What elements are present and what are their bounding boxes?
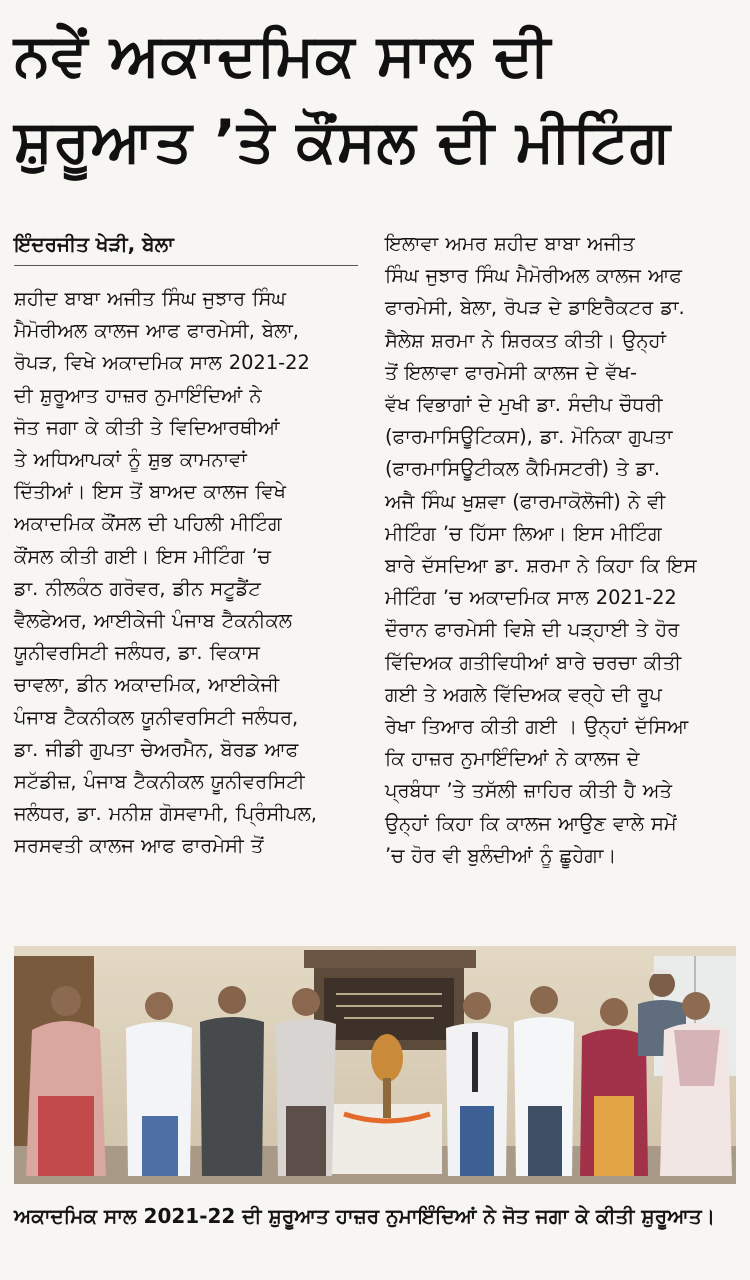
text-line: (ਫਾਰਮਾਸਿਊਟਿਕਸ), ਡਾ. ਮੋਨਿਕਾ ਗੁਪਤਾ	[385, 425, 673, 449]
text-line: ਵਿੱਦਿਅਕ ਗਤੀਵਿਧੀਆਂ ਬਾਰੇ ਚਰਚਾ ਕੀਤੀ	[385, 650, 682, 674]
text-line: ਕੌਂਸਲ ਕੀਤੀ ਗਈ। ਇਸ ਮੀਟਿੰਗ ’ਚ	[14, 544, 271, 568]
headline	[14, 12, 736, 184]
text-line: ਇਲਾਵਾ ਅਮਰ ਸ਼ਹੀਦ ਬਾਬਾ ਅਜੀਤ	[385, 232, 635, 255]
text-line: ਤੋਂ ਇਲਾਵਾ ਫਾਰਮੇਸੀ ਕਾਲਜ ਦੇ ਵੱਖ-	[385, 360, 637, 384]
text-line: ਵੈਲਫੇਅਰ, ਆਈਕੇਜੀ ਪੰਜਾਬ ਟੈਕਨੀਕਲ	[14, 609, 292, 633]
headline-line-1: ਨਵੇਂ ਅਕਾਦਮਿਕ ਸਾਲ ਦੀ	[14, 21, 552, 89]
text-line: ਦਿੱਤੀਆਂ। ਇਸ ਤੋਂ ਬਾਅਦ ਕਾਲਜ ਵਿਖੇ	[14, 480, 286, 504]
text-line: ਰੇਖਾ ਤਿਆਰ ਕੀਤੀ ਗਈ । ਉਨ੍ਹਾਂ ਦੱਸਿਆ	[385, 715, 689, 739]
text-line: ਡਾ. ਜੀਡੀ ਗੁਪਤਾ ਚੇਅਰਮੈਨ, ਬੋਰਡ ਆਫ	[14, 737, 299, 761]
text-line: (ਫਾਰਮਾਸਿਊਟੀਕਲ ਕੈਮਿਸਟਰੀ) ਤੇ ਡਾ.	[385, 457, 661, 481]
text-line: ਸਿੰਘ ਜੁਝਾਰ ਸਿੰਘ ਮੈਮੋਰੀਅਲ ਕਾਲਜ ਆਫ	[385, 264, 682, 288]
text-line: ਯੂਨੀਵਰਸਿਟੀ ਜਲੰਧਰ, ਡਾ. ਵਿਕਾਸ	[14, 641, 260, 665]
text-line: ਫਾਰਮੇਸੀ, ਬੇਲਾ, ਰੋਪੜ ਦੇ ਡਾਇਰੈਕਟਰ ਡਾ.	[385, 296, 685, 320]
text-line: ਸਰਸਵਤੀ ਕਾਲਜ ਆਫ ਫਾਰਮੇਸੀ ਤੋਂ	[14, 834, 264, 858]
text-line: ਸਟੱਡੀਜ਼, ਪੰਜਾਬ ਟੈਕਨੀਕਲ ਯੂਨੀਵਰਸਿਟੀ	[14, 770, 305, 794]
text-line: ਅਕਾਦਮਿਕ ਕੌਂਸਲ ਦੀ ਪਹਿਲੀ ਮੀਟਿੰਗ	[14, 512, 282, 536]
text-line: ਪ੍ਰਬੰਧਾ ’ਤੇ ਤਸੱਲੀ ਜ਼ਾਹਿਰ ਕੀਤੀ ਹੈ ਅਤੇ	[385, 779, 672, 803]
text-line: ਦੀ ਸ਼ੁਰੂਆਤ ਹਾਜ਼ਰ ਨੁਮਾਇੰਦਿਆਂ ਨੇ	[14, 383, 262, 407]
text-line: ਜਲੰਧਰ, ਡਾ. ਮਨੀਸ਼ ਗੋਸਵਾਮੀ, ਪ੍ਰਿੰਸੀਪਲ,	[14, 802, 317, 826]
text-line: ਵੱਖ ਵਿਭਾਗਾਂ ਦੇ ਮੁਖੀ ਡਾ. ਸੰਦੀਪ ਚੌਧਰੀ	[385, 393, 663, 417]
headline-line-2: ਸ਼ੁਰੂਆਤ ’ਤੇ ਕੌਂਸਲ ਦੀ ਮੀਟਿੰਗ	[14, 107, 671, 175]
text-line: ਕਿ ਹਾਜ਼ਰ ਨੁਮਾਇੰਦਿਆਂ ਨੇ ਕਾਲਜ ਦੇ	[385, 747, 640, 771]
text-line: ਬਾਰੇ ਦੱਸਦਿਆ ਡਾ. ਸ਼ਰਮਾ ਨੇ ਕਿਹਾ ਕਿ ਇਸ	[385, 554, 697, 578]
text-line: ਮੈਮੋਰੀਅਲ ਕਾਲਜ ਆਫ ਫਾਰਮੇਸੀ, ਬੇਲਾ,	[14, 319, 299, 343]
text-line: ਮੀਟਿੰਗ ’ਚ ਅਕਾਦਮਿਕ ਸਾਲ 2021-22	[385, 586, 677, 610]
text-line: ਜੋਤ ਜਗਾ ਕੇ ਕੀਤੀ ਤੇ ਵਿਦਿਆਰਥੀਆਂ	[14, 415, 280, 439]
text-line: ਤੇ ਅਧਿਆਪਕਾਂ ਨੂੰ ਸ਼ੁਭ ਕਾਮਨਾਵਾਂ	[14, 448, 247, 472]
group-photo-illustration	[14, 946, 736, 1184]
text-line: ਦੌਰਾਨ ਫਾਰਮੇਸੀ ਵਿਸ਼ੇ ਦੀ ਪੜ੍ਹਾਈ ਤੇ ਹੋਰ	[385, 618, 680, 642]
byline: ਇੰਦਰਜੀਤ ਖੇੜੀ, ਬੇਲਾ	[14, 229, 358, 266]
text-line: ’ਚ ਹੋਰ ਵੀ ਬੁਲੰਦੀਆਂ ਨੂੰ ਛੂਹੇਗਾ।	[385, 843, 617, 867]
text-line: ਉਨ੍ਹਾਂ ਕਿਹਾ ਕਿ ਕਾਲਜ ਆਉਣ ਵਾਲੇ ਸਮੇਂ	[385, 811, 677, 835]
text-line: ਪੰਜਾਬ ਟੈਕਨੀਕਲ ਯੂਨੀਵਰਸਿਟੀ ਜਲੰਧਰ,	[14, 705, 299, 729]
text-line: ਸੈਲੇਸ਼ ਸ਼ਰਮਾ ਨੇ ਸ਼ਿਰਕਤ ਕੀਤੀ। ਉਨ੍ਹਾਂ	[385, 328, 666, 352]
article-column-right	[385, 228, 737, 872]
article-column-left	[14, 283, 359, 863]
text-line: ਮੀਟਿੰਗ ’ਚ ਹਿੱਸਾ ਲਿਆ। ਇਸ ਮੀਟਿੰਗ	[385, 521, 662, 545]
text-line: ਅਜੈ ਸਿੰਘ ਖੁਸ਼ਵਾ (ਫਾਰਮਾਕੋਲੋਜੀ) ਨੇ ਵੀ	[385, 489, 666, 513]
text-line: ਚਾਵਲਾ, ਡੀਨ ਅਕਾਦਮਿਕ, ਆਈਕੇਜੀ	[14, 673, 280, 697]
text-line: ਸ਼ਹੀਦ ਬਾਬਾ ਅਜੀਤ ਸਿੰਘ ਜੁਝਾਰ ਸਿੰਘ	[14, 287, 286, 310]
text-line: ਗਈ ਤੇ ਅਗਲੇ ਵਿੱਦਿਅਕ ਵਰ੍ਹੇ ਦੀ ਰੂਪ	[385, 682, 662, 706]
text-line: ਰੋਪੜ, ਵਿਖੇ ਅਕਾਦਮਿਕ ਸਾਲ 2021-22	[14, 351, 310, 375]
text-line: ਡਾ. ਨੀਲਕੰਠ ਗਰੋਵਰ, ਡੀਨ ਸਟੂਡੈਂਟ	[14, 576, 261, 600]
group-photo	[14, 946, 736, 1184]
photo-caption: ਅਕਾਦਮਿਕ ਸਾਲ 2021-22 ਦੀ ਸ਼ੁਰੂਆਤ ਹਾਜ਼ਰ ਨੁਮਾਇੰਦਿਆਂ ਨੇ ਜੋਤ ਜਗਾ ਕੇ ਕੀਤੀ ਸ਼ੁਰੂਆਤ।	[14, 1204, 716, 1228]
